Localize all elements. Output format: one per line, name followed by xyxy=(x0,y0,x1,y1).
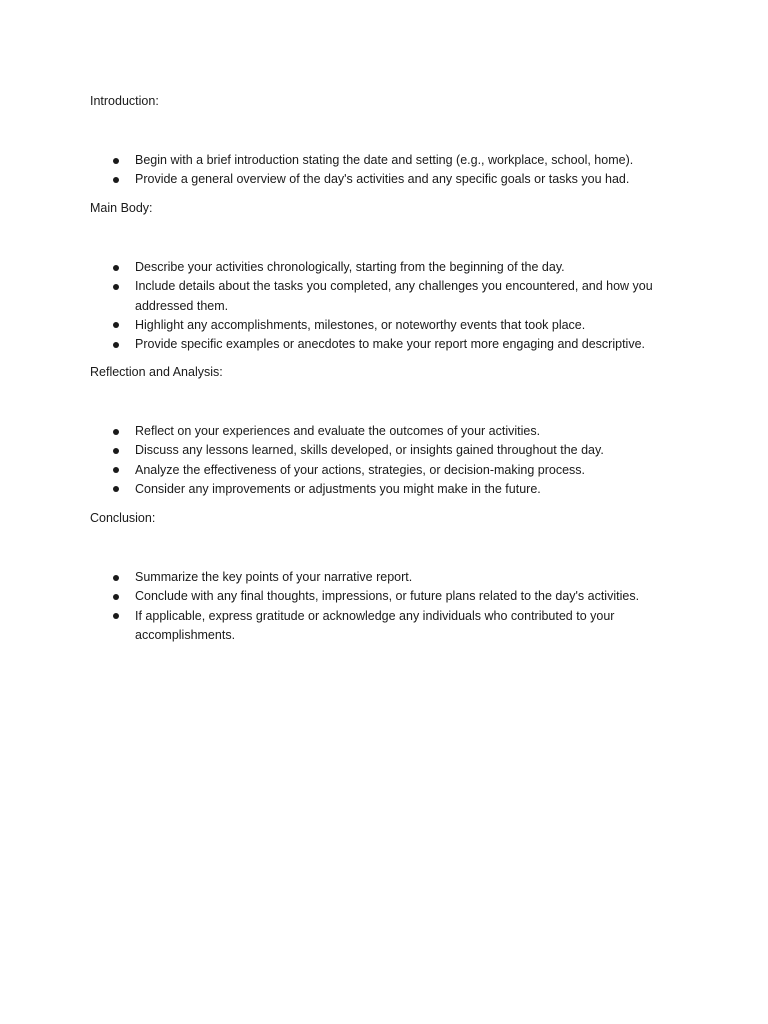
bullet-icon xyxy=(113,575,119,581)
list-item-text: Conclude with any final thoughts, impressions, or future plans related to the day's activities. xyxy=(135,589,640,604)
list-item-text: If applicable, express gratitude or acknowledge any individuals who contributed to your accomplishments. xyxy=(135,608,615,642)
list-item xyxy=(0,151,675,170)
bullet-list-reflection-and-analysis xyxy=(0,422,768,499)
list-item xyxy=(0,170,675,189)
bullet-icon xyxy=(113,342,119,348)
bullet-list-main-body xyxy=(0,258,768,354)
list-item xyxy=(0,277,675,316)
list-item-text: Analyze the effectiveness of your actions, strategies, or decision-making process. xyxy=(135,462,585,477)
list-item xyxy=(0,607,675,646)
section-heading-main-body: Main Body: xyxy=(90,201,153,215)
list-item xyxy=(0,335,675,354)
list-item xyxy=(0,587,675,606)
bullet-icon xyxy=(113,284,119,290)
list-item xyxy=(0,258,675,277)
bullet-icon xyxy=(113,594,119,600)
list-item-text: Begin with a brief introduction stating the date and setting (e.g., workplace, school, home). xyxy=(135,153,634,167)
list-item xyxy=(0,441,675,460)
list-item xyxy=(0,480,675,499)
section-heading-introduction: Introduction: xyxy=(90,94,159,108)
bullet-icon xyxy=(113,613,119,619)
list-item-text: Consider any improvements or adjustments you might make in the future. xyxy=(135,481,541,496)
list-item-text: Provide a general overview of the day's activities and any specific goals or tasks you had. xyxy=(135,172,630,187)
list-item-text: Highlight any accomplishments, milestones, or noteworthy events that took place. xyxy=(135,317,586,332)
list-item xyxy=(0,568,675,587)
list-item xyxy=(0,316,675,335)
bullet-icon xyxy=(113,322,119,328)
section-heading-reflection-and-analysis: Reflection and Analysis: xyxy=(90,365,223,379)
bullet-icon xyxy=(113,177,119,183)
section-heading-conclusion: Conclusion: xyxy=(90,511,156,525)
list-item xyxy=(0,422,675,441)
bullet-icon xyxy=(113,448,119,454)
bullet-icon xyxy=(113,429,119,435)
list-item-text: Reflect on your experiences and evaluate the outcomes of your activities. xyxy=(135,424,541,438)
bullet-list-conclusion xyxy=(0,568,768,645)
list-item xyxy=(0,461,675,480)
bullet-list-introduction xyxy=(0,151,768,190)
list-item-text: Summarize the key points of your narrative report. xyxy=(135,570,413,584)
bullet-icon xyxy=(113,265,119,271)
list-item-text: Describe your activities chronologically, starting from the beginning of the day. xyxy=(135,260,565,274)
list-item-text: Include details about the tasks you completed, any challenges you encountered, and how you addressed them. xyxy=(135,279,653,313)
list-item-text: Discuss any lessons learned, skills developed, or insights gained throughout the day. xyxy=(135,443,604,458)
bullet-icon xyxy=(113,158,119,164)
list-item-text: Provide specific examples or anecdotes to make your report more engaging and descriptive. xyxy=(135,337,645,352)
bullet-icon xyxy=(113,467,119,473)
bullet-icon xyxy=(113,486,119,492)
